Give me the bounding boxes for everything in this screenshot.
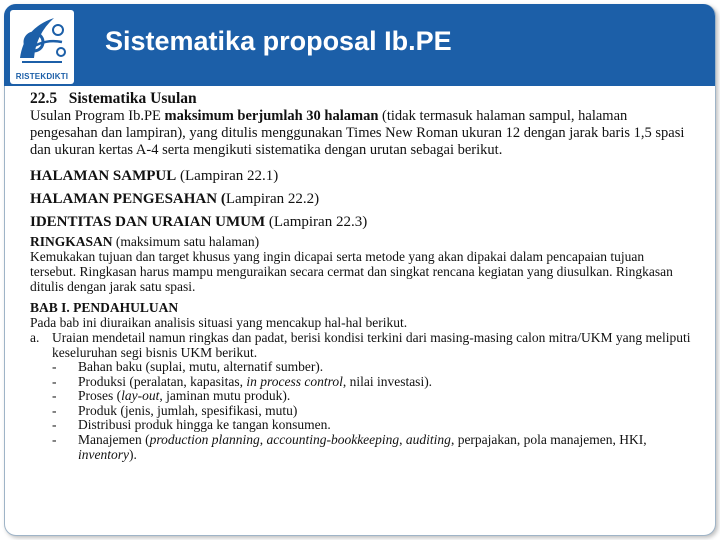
heading-item-pengesahan: HALAMAN PENGESAHAN (Lampiran 22.2) <box>30 191 320 207</box>
bab1-intro: Pada bab ini diuraikan analisis situasi yang mencakup hal-hal berikut. <box>30 315 408 330</box>
section-heading <box>30 90 692 108</box>
heading-list <box>30 165 692 234</box>
ringkasan-text: Kemukakan tujuan dan target khusus yang ingin dicapai serta metode yang akan dipakai dalam pencapaian tujuan tersebut. Ringkasan harus mampu menguraikan secara cermat dan singkat rencana kegiatan yang diusulkan. Ringkasan ditulis dengan jarak satu spasi. <box>30 249 673 294</box>
sub-item: - Manajemen (production planning, accounting-bookkeeping, auditing, perpajakan, pola manajemen, HKI, inventory). <box>52 431 647 462</box>
ringkasan-note: (maksimum satu halaman) <box>112 234 260 249</box>
intro-paragraph <box>30 108 692 159</box>
bab1-heading: BAB I. PENDAHULUAN <box>30 300 179 315</box>
ringkasan-section <box>30 234 692 294</box>
sub-item: - Distribusi produk hingga ke tangan konsumen. <box>52 417 331 433</box>
heading-item-identitas: IDENTITAS DAN URAIAN UMUM (Lampiran 22.3) <box>30 214 368 230</box>
point-a-text: Uraian mendetail namun ringkas dan padat, berisi kondisi terkini dari masing-masing calon mitra/UKM yang meliputi keseluruhan segi bisnis UKM berikut. <box>52 330 691 360</box>
intro-text-a: Usulan Program Ib.PE <box>30 108 165 124</box>
sub-item: - Proses (lay-out, jaminan mutu produk). <box>52 388 291 404</box>
point-a <box>30 330 692 360</box>
ristekdikti-emblem-icon <box>14 12 70 70</box>
heading-item-sampul: HALAMAN SAMPUL (Lampiran 22.1) <box>30 168 279 184</box>
sub-item: - Produk (jenis, jumlah, spesifikasi, mutu) <box>52 402 298 418</box>
document-scan <box>22 88 700 528</box>
section-title: Sistematika Usulan <box>68 90 197 107</box>
bab1-section <box>30 300 692 330</box>
slide-title: Sistematika proposal Ib.PE <box>105 26 452 56</box>
ristekdikti-logo <box>10 10 74 84</box>
sub-item: - Produksi (peralatan, kapasitas, in process control, nilai investasi). <box>52 373 433 389</box>
section-number: 22.5 <box>30 90 58 107</box>
point-a-marker: a. <box>30 330 40 345</box>
ringkasan-heading: RINGKASAN <box>30 234 113 249</box>
logo-text: RISTEKDIKTI <box>15 72 69 81</box>
intro-bold: maksimum berjumlah 30 halaman <box>164 108 379 124</box>
sub-item: - Bahan baku (suplai, mutu, alternatif sumber). <box>52 359 324 374</box>
intro-text-b: (tidak termasuk halaman sampul, halaman pengesahan dan lampiran), yang ditulis menggunakan Times New Roman ukuran 12 dengan jarak baris 1,5 spasi dan ukuran kertas A-4 serta mengikuti sistematika dengan urutan sebagai berikut. <box>30 108 685 158</box>
